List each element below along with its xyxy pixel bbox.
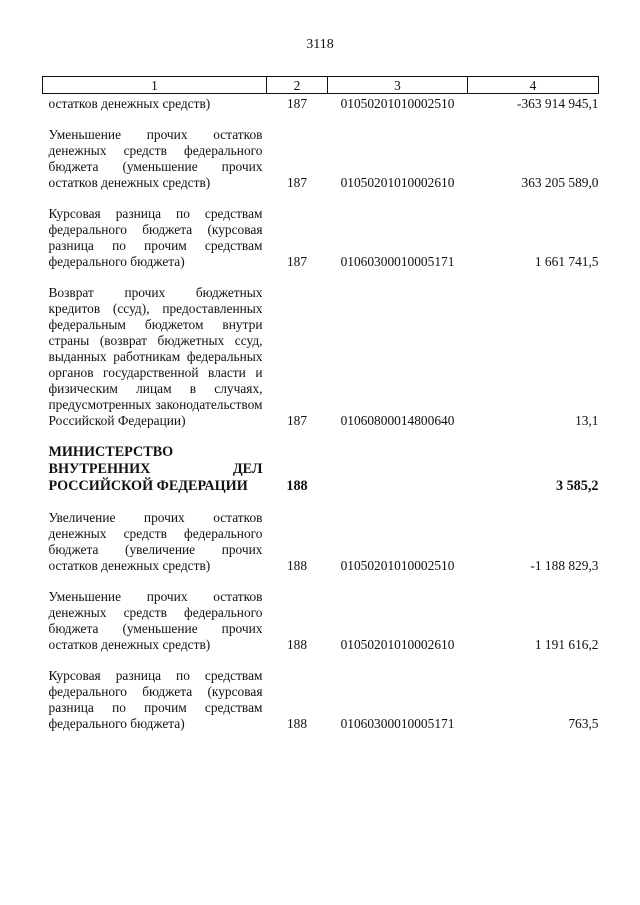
row-amount: -363 914 945,1 [517,96,599,111]
table-header-row [43,77,599,94]
column-header-2: 2 [267,77,328,94]
row-kbk: 01050201010002510 [340,558,455,573]
row-description: Уменьшение прочих остатков денежных средств федерального бюджета (уменьшение прочих остатков денежных средств) [48,589,263,652]
table-row [43,495,599,574]
row-kbk: 01050201010002510 [340,96,455,111]
table-row [43,191,599,270]
table-row [43,94,599,113]
budget-table [42,76,599,732]
row-amount: 13,1 [575,413,599,428]
ministry-code: 188 [286,478,308,494]
ministry-kbk [328,429,468,495]
row-description: Курсовая разница по средствам федерального бюджета (курсовая разница по прочим средствам федерального бюджета) [48,206,263,269]
row-amount: 1 191 616,2 [534,637,599,652]
row-description: Увеличение прочих остатков денежных средств федерального бюджета (увеличение прочих остатков денежных средств) [48,510,263,573]
row-amount: 1 661 741,5 [534,254,599,269]
page-number: 3118 [306,37,334,52]
table-row [43,112,599,191]
ministry-total: 3 585,2 [555,478,599,494]
row-kbk: 01050201010002610 [340,637,455,652]
row-code: 188 [286,716,308,731]
row-code: 187 [286,96,308,111]
row-kbk: 01060300010005171 [340,716,455,731]
table-row [43,270,599,429]
row-code: 187 [286,175,308,190]
row-description: Возврат прочих бюджетных кредитов (ссуд), предоставленных федеральным бюджетом внутри страны (возврат бюджетных ссуд, выданных работникам федеральных органов государственной власти и физическим лицам в случаях, предусмотренных законодательством Российской Федерации) [48,285,263,428]
ministry-name: МИНИСТЕРСТВО ВНУТРЕННИХ ДЕЛ РОССИЙСКОЙ ФЕДЕРАЦИИ [48,444,263,494]
row-code: 187 [286,254,308,269]
table-row-ministry [43,429,599,495]
row-description: Курсовая разница по средствам федерального бюджета (курсовая разница по прочим средствам федерального бюджета) [48,668,263,731]
table-row [43,574,599,653]
row-description: Уменьшение прочих остатков денежных средств федерального бюджета (уменьшение прочих остатков денежных средств) [48,127,263,190]
row-amount: 763,5 [568,716,599,731]
row-code: 188 [286,637,308,652]
row-amount: -1 188 829,3 [530,558,599,573]
row-code: 187 [286,413,308,428]
column-header-3: 3 [328,77,468,94]
row-description: остатков денежных средств) [48,96,211,111]
table-row [43,653,599,732]
row-kbk: 01050201010002610 [340,175,455,190]
row-kbk: 01060800014800640 [340,413,455,428]
column-header-1: 1 [43,77,267,94]
row-kbk: 01060300010005171 [340,254,455,269]
column-header-4: 4 [468,77,599,94]
row-code: 188 [286,558,308,573]
row-amount: 363 205 589,0 [521,175,599,190]
